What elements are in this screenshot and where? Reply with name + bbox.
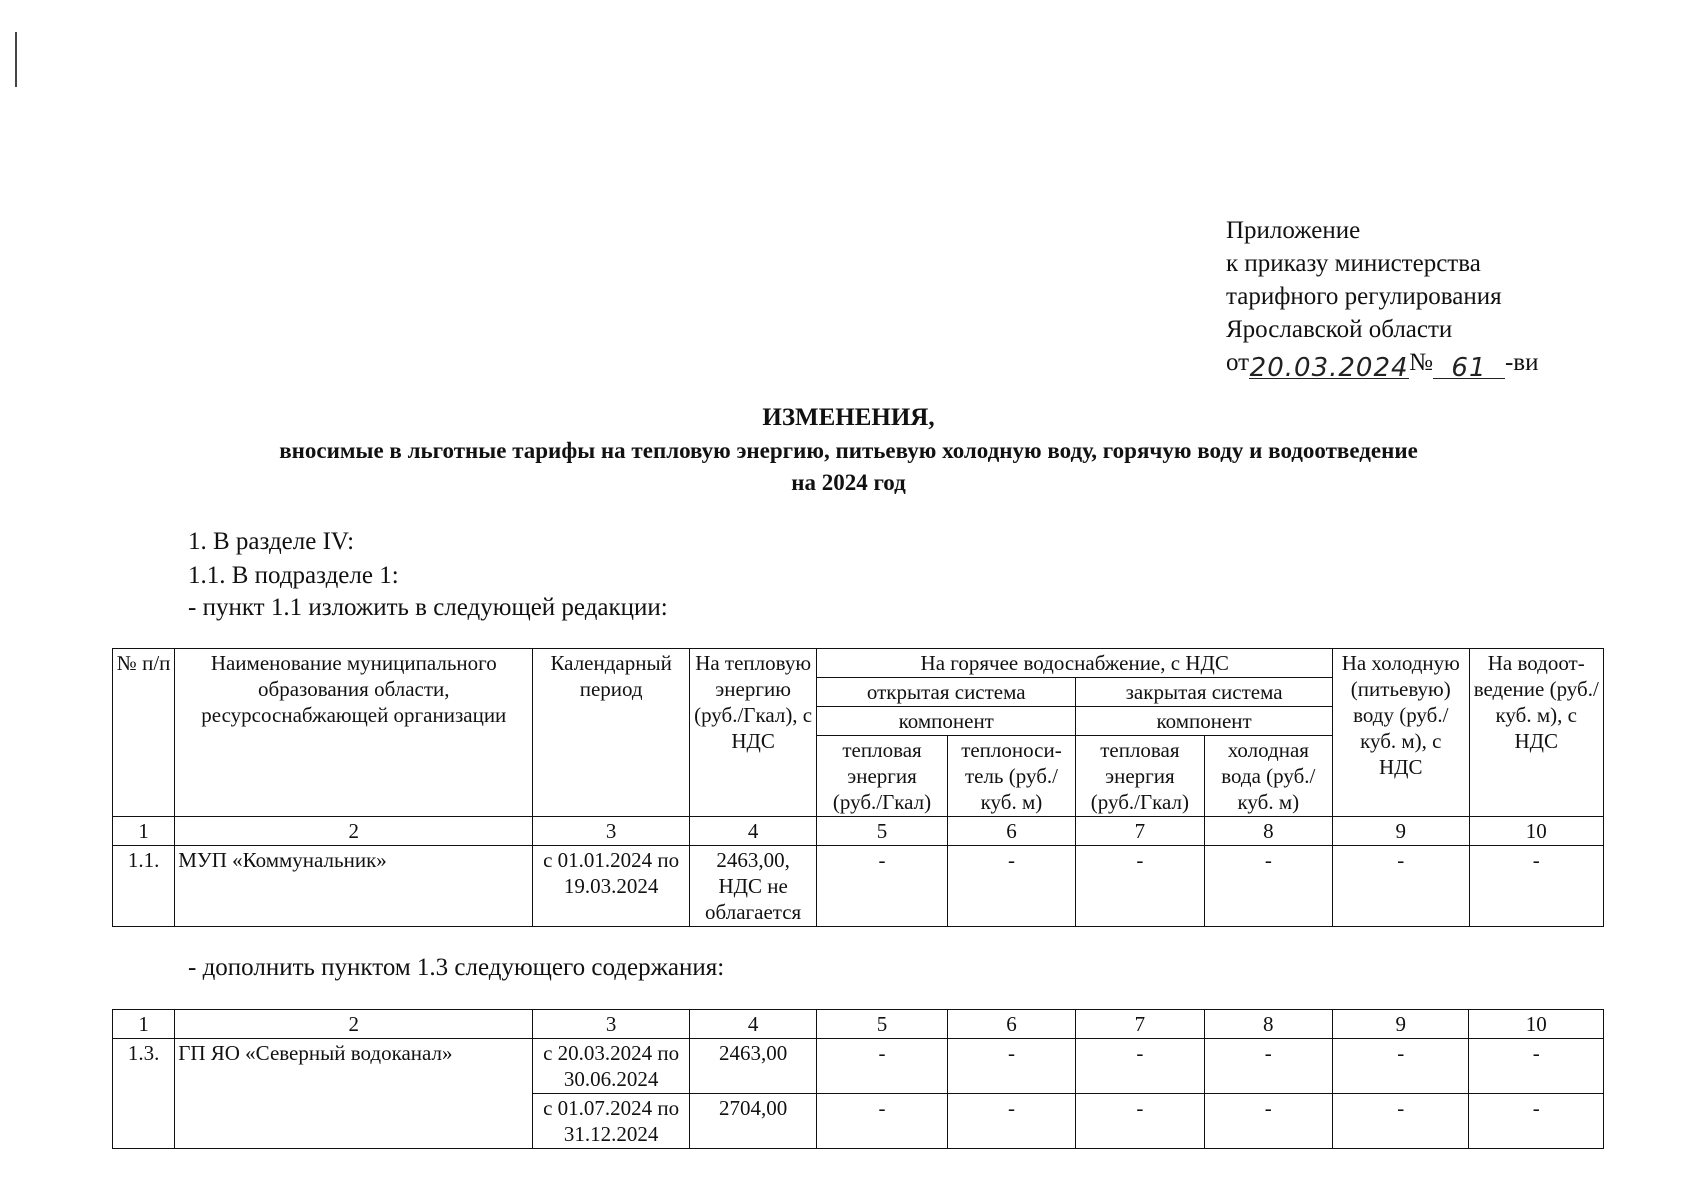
col-number: 10	[1469, 1010, 1604, 1039]
header-name: Наименование муниципального образования области, ресурсоснабжающей организации	[175, 649, 533, 817]
appendix-block	[1226, 214, 1539, 383]
clause-paragraph-add: - дополнить пунктом 1.3 следующего содержания:	[188, 954, 725, 981]
appendix-line-3: тарифного регулирования	[1226, 283, 1502, 310]
row-cell: -	[1076, 1039, 1204, 1094]
row-heat: 2463,00	[689, 1039, 816, 1094]
row-cell: -	[1204, 1039, 1332, 1094]
header-num: № п/п	[113, 649, 175, 817]
from-label: от	[1226, 349, 1250, 376]
col-number: 2	[175, 1010, 533, 1039]
col-number: 4	[689, 1010, 816, 1039]
header-hot-water: На горячее водоснабжение, с НДС	[817, 649, 1333, 678]
header-heat: На тепловую энергию (руб./Гкал), с НДС	[689, 649, 816, 817]
document-subtitle-year: на 2024 год	[791, 470, 906, 495]
document-subtitle: вносимые в льготные тарифы на тепловую энергию, питьевую холодную воду, горячую воду и водоотведение	[279, 438, 1418, 463]
tariff-table-addition	[112, 1009, 1604, 1149]
col-number: 7	[1076, 817, 1204, 846]
row-cell: -	[817, 846, 947, 927]
appendix-date-line	[1226, 346, 1539, 383]
handwritten-date: 20.03.2024	[1249, 353, 1409, 383]
col-number: 5	[817, 817, 947, 846]
table-row	[113, 846, 1604, 927]
row-name: ГП ЯО «Северный водоканал»	[175, 1039, 533, 1149]
header-heat-energy-closed: тепловая энергия (руб./Гкал)	[1076, 736, 1204, 817]
col-number: 1	[113, 817, 175, 846]
clause-paragraph: - пункт 1.1 изложить в следующей редакции:	[188, 594, 668, 621]
row-num: 1.1.	[113, 846, 175, 927]
row-cell: -	[1333, 1094, 1469, 1149]
document-title: ИЗМЕНЕНИЯ,	[762, 404, 935, 431]
header-sewage: На водоот- ведение (руб./куб. м), с НДС	[1469, 649, 1604, 817]
col-number: 10	[1469, 817, 1604, 846]
row-cell: -	[1076, 1094, 1204, 1149]
header-cold-component: холодная вода (руб./куб. м)	[1204, 736, 1332, 817]
appendix-line-4: Ярославской области	[1226, 316, 1453, 343]
header-heat-energy-open: тепловая энергия (руб./Гкал)	[817, 736, 947, 817]
number-label: №	[1409, 349, 1433, 376]
section-paragraph: 1. В разделе IV:	[188, 528, 355, 555]
col-number: 3	[533, 817, 690, 846]
row-period: с 01.07.2024 по 31.12.2024	[533, 1094, 690, 1149]
row-cell: -	[1076, 846, 1204, 927]
tariff-table-main	[112, 648, 1604, 927]
header-component-closed: компонент	[1076, 707, 1333, 736]
row-cell: -	[1204, 1094, 1332, 1149]
row-cell: -	[817, 1094, 947, 1149]
row-cell: -	[947, 846, 1075, 927]
col-number: 3	[533, 1010, 690, 1039]
col-number: 8	[1204, 817, 1332, 846]
row-cell: -	[1204, 846, 1332, 927]
row-cell: -	[1333, 1039, 1469, 1094]
col-number: 6	[947, 1010, 1075, 1039]
scan-edge-mark	[15, 32, 17, 87]
col-number: 6	[947, 817, 1075, 846]
row-cell: -	[947, 1094, 1075, 1149]
row-cell: -	[947, 1039, 1075, 1094]
col-number: 8	[1204, 1010, 1332, 1039]
col-number: 2	[175, 817, 533, 846]
col-number: 7	[1076, 1010, 1204, 1039]
appendix-line-1: Приложение	[1226, 217, 1361, 244]
handwritten-number: 61	[1433, 352, 1505, 379]
header-cold-water: На холодную (питьевую) воду (руб./куб. м), с НДС	[1333, 649, 1469, 817]
number-suffix: -ви	[1504, 349, 1539, 376]
row-cell: -	[1469, 846, 1604, 927]
row-cell: -	[1469, 1094, 1604, 1149]
row-cell: -	[1469, 1039, 1604, 1094]
row-period: с 20.03.2024 по 30.06.2024	[533, 1039, 690, 1094]
col-number: 1	[113, 1010, 175, 1039]
col-number: 9	[1333, 1010, 1469, 1039]
row-period: с 01.01.2024 по 19.03.2024	[533, 846, 690, 927]
row-num: 1.3.	[113, 1039, 175, 1149]
row-cell: -	[1333, 846, 1469, 927]
table-row	[113, 1039, 1604, 1094]
header-component-open: компонент	[817, 707, 1076, 736]
appendix-line-2: к приказу министерства	[1226, 250, 1481, 277]
header-closed-system: закрытая система	[1076, 678, 1333, 707]
header-open-system: открытая система	[817, 678, 1076, 707]
subsection-paragraph: 1.1. В подразделе 1:	[188, 562, 399, 589]
row-cell: -	[817, 1039, 947, 1094]
col-number: 4	[689, 817, 816, 846]
row-heat: 2463,00, НДС не облагается	[689, 846, 816, 927]
row-name: МУП «Коммунальник»	[175, 846, 533, 927]
header-heat-carrier: теплоноси- тель (руб./куб. м)	[947, 736, 1075, 817]
header-period: Календарный период	[533, 649, 690, 817]
col-number: 9	[1333, 817, 1469, 846]
col-number: 5	[817, 1010, 947, 1039]
row-heat: 2704,00	[689, 1094, 816, 1149]
